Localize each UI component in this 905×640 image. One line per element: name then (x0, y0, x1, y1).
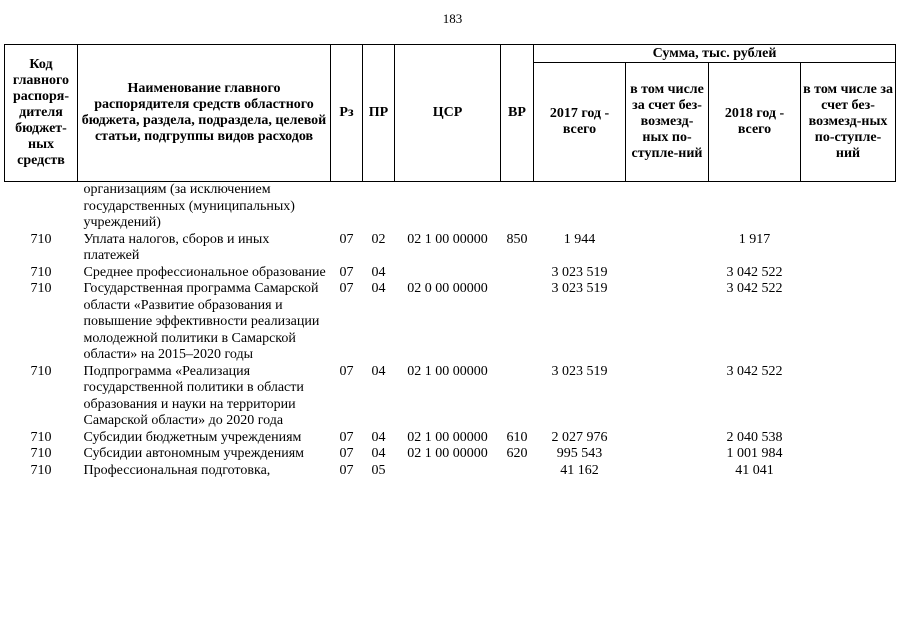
cell-2017-free (626, 265, 709, 282)
cell-vr: 620 (506, 446, 528, 461)
cell-rz: 07 (339, 462, 354, 478)
cell-code: 710 (30, 264, 52, 280)
cell-csr: 02 1 00 00000 (407, 429, 488, 445)
header-2018-free: в том числе за счет без-возмезд-ных по-ступле-ний (801, 63, 896, 182)
header-pr: ПР (363, 45, 395, 182)
cell-2018-free (801, 182, 896, 232)
cell-rz: 07 (339, 281, 354, 296)
header-rz: Рз (331, 45, 363, 182)
header-csr: ЦСР (395, 45, 501, 182)
cell-2017-free (626, 182, 709, 232)
cell-rz: 07 (339, 429, 354, 445)
cell-pr: 04 (371, 264, 386, 280)
table-body (5, 182, 896, 480)
cell-name: Подпрограмма «Реализация государственной политики в области образования и науки на территории Самарской области» до 2020 года (83, 363, 304, 428)
cell-csr: 02 0 00 00000 (407, 281, 488, 296)
cell-name: Субсидии автономным учреждениям (83, 446, 305, 461)
cell-2018-free (801, 265, 896, 282)
cell-name: Профессиональная подготовка, (83, 462, 271, 478)
cell-2018-total: 1 917 (738, 231, 771, 247)
cell-2017-free (626, 281, 709, 364)
cell-csr (395, 463, 501, 480)
cell-2018-total: 1 001 984 (726, 446, 783, 461)
cell-vr: 610 (506, 429, 528, 445)
cell-code: 710 (30, 429, 52, 445)
table-row (5, 182, 896, 232)
cell-csr (395, 182, 501, 232)
cell-vr (501, 265, 534, 282)
cell-pr: 04 (371, 363, 386, 379)
cell-2018-total: 2 040 538 (726, 429, 783, 445)
cell-code: 710 (30, 281, 52, 296)
cell-pr: 04 (371, 446, 386, 461)
budget-table (4, 44, 896, 479)
cell-rz: 07 (339, 446, 354, 461)
cell-rz: 07 (339, 231, 354, 247)
header-2017-free: в том числе за счет без-возмезд-ных по-ступле-ний (626, 63, 709, 182)
cell-vr (501, 463, 534, 480)
cell-2017-total: 995 543 (556, 446, 603, 461)
cell-2017-free (626, 364, 709, 430)
cell-2018-total: 3 042 522 (726, 363, 783, 379)
cell-2018-free (801, 364, 896, 430)
cell-2017-free (626, 446, 709, 463)
cell-csr (395, 265, 501, 282)
cell-2017-free (626, 430, 709, 447)
page-number: 183 (442, 11, 463, 26)
header-vr: ВР (501, 45, 534, 182)
cell-name: организациям (за исключением государственных (муниципальных) учреждений) (83, 182, 295, 230)
cell-rz (331, 182, 363, 232)
cell-code: 710 (30, 446, 52, 461)
table-row (5, 463, 896, 480)
cell-pr: 04 (371, 281, 386, 296)
cell-2018-total: 3 042 522 (726, 264, 783, 280)
table-row (5, 430, 896, 447)
cell-2018-free (801, 232, 896, 265)
table-row (5, 232, 896, 265)
cell-pr: 05 (371, 462, 386, 478)
table-row (5, 265, 896, 282)
cell-2018-total: 41 041 (735, 462, 774, 478)
cell-pr (363, 182, 395, 232)
cell-2017-total (534, 182, 626, 232)
cell-2017-free (626, 232, 709, 265)
cell-2017-total: 41 162 (560, 462, 599, 478)
cell-2017-free (626, 463, 709, 480)
table-row (5, 446, 896, 463)
cell-vr: 850 (506, 231, 528, 247)
cell-vr (501, 364, 534, 430)
cell-name: Уплата налогов, сборов и иных платежей (83, 231, 270, 263)
cell-name: Среднее профессиональное образование (83, 264, 326, 280)
cell-2017-total: 3 023 519 (551, 363, 608, 379)
cell-2018-free (801, 430, 896, 447)
cell-2018-total: 3 042 522 (726, 281, 783, 296)
cell-vr (501, 281, 534, 364)
cell-name: Государственная программа Самарской области «Развитие образования и повышение эффективности реализации молодежной политики в Самарской области» на 2015–2020 годы (83, 281, 320, 362)
cell-2018-free (801, 281, 896, 364)
header-code: Код главного распоря-дителя бюджет-ных средств (5, 45, 78, 182)
cell-vr (501, 182, 534, 232)
cell-code (5, 182, 78, 232)
cell-csr: 02 1 00 00000 (407, 363, 488, 379)
cell-2018-free (801, 446, 896, 463)
cell-code: 710 (30, 462, 52, 478)
cell-rz: 07 (339, 363, 354, 379)
cell-csr: 02 1 00 00000 (407, 446, 488, 461)
cell-code: 710 (30, 231, 52, 247)
cell-rz: 07 (339, 264, 354, 280)
cell-2017-total: 2 027 976 (551, 429, 608, 445)
header-name: Наименование главного распорядителя средств областного бюджета, раздела, подраздела, целевой статьи, подгруппы видов расходов (78, 45, 331, 182)
table-row (5, 281, 896, 364)
cell-code: 710 (30, 363, 52, 379)
cell-pr: 02 (371, 231, 386, 247)
cell-name: Субсидии бюджетным учреждениям (83, 429, 302, 445)
table-header (5, 45, 896, 182)
header-sum: Сумма, тыс. рублей (534, 45, 896, 63)
table-row (5, 364, 896, 430)
cell-2018-free (801, 463, 896, 480)
cell-pr: 04 (371, 429, 386, 445)
cell-2018-total (709, 182, 801, 232)
cell-2017-total: 1 944 (563, 231, 596, 247)
cell-2017-total: 3 023 519 (551, 264, 608, 280)
cell-csr: 02 1 00 00000 (407, 231, 488, 247)
header-2017-total: 2017 год - всего (534, 63, 626, 182)
header-2018-total: 2018 год - всего (709, 63, 801, 182)
cell-2017-total: 3 023 519 (551, 281, 608, 296)
